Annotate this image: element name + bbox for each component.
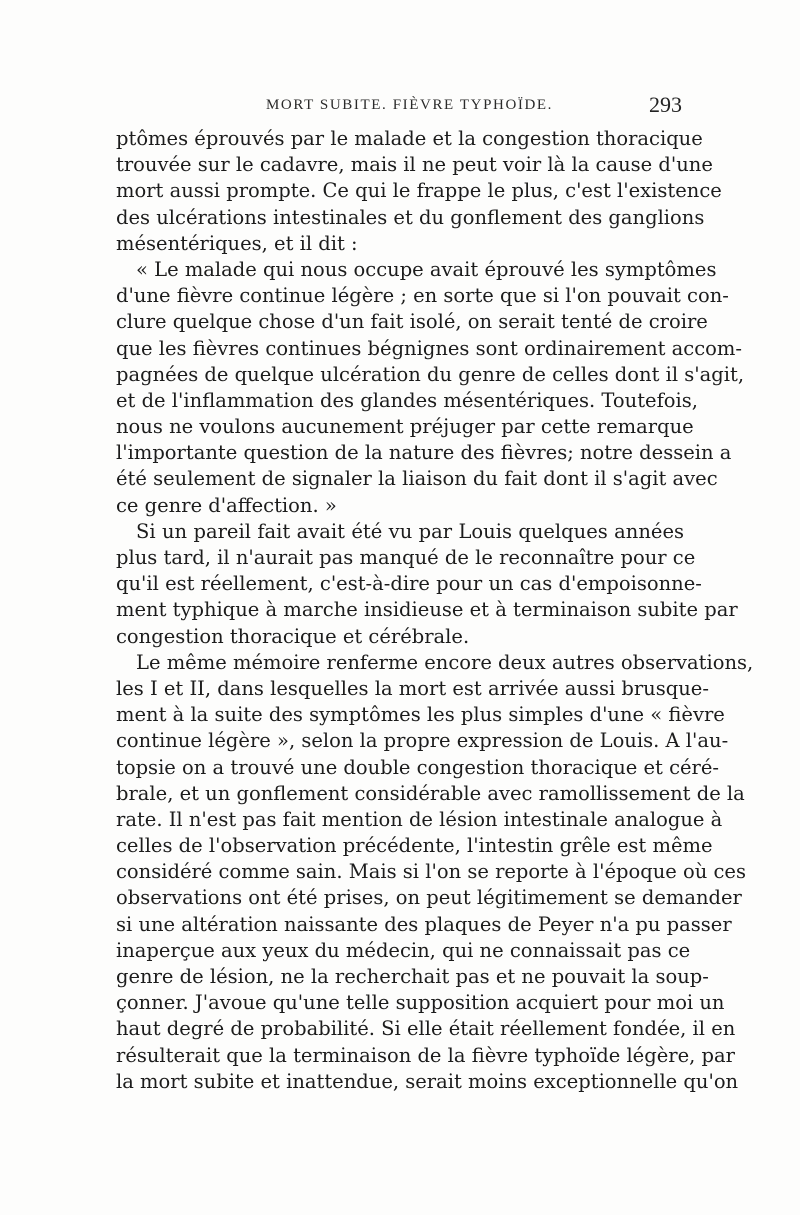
text-line: brale, et un gonflement considérable avec ramollissement de la <box>116 781 745 805</box>
text-line: clure quelque chose d'un fait isolé, on serait tenté de croire <box>116 310 708 334</box>
text-line: été seulement de signaler la liaison du fait dont il s'agit avec <box>116 467 718 491</box>
text-line: observations ont été prises, on peut légitimement se demander <box>116 886 742 910</box>
text-line: et de l'inflammation des glandes mésentériques. Toutefois, <box>116 388 698 412</box>
text-line: genre de lésion, ne la recherchait pas et ne pouvait la soup- <box>116 965 709 988</box>
text-line: çonner. J'avoue qu'une telle supposition acquiert pour moi un <box>116 991 725 1015</box>
text-line: inaperçue aux yeux du médecin, qui ne connaissait pas ce <box>116 938 691 962</box>
text-line: topsie on a trouvé une double congestion thoracique et céré- <box>116 755 719 779</box>
text-line: si une altération naissante des plaques de Peyer n'a pu passer <box>116 912 732 936</box>
text-line: congestion thoracique et cérébrale. <box>116 624 470 648</box>
text-line: Le même mémoire renferme encore deux autres observations, <box>136 650 754 674</box>
text-line: les I et II, dans lesquelles la mort est arrivée aussi brusque- <box>116 676 709 700</box>
text-line: des ulcérations intestinales et du gonflement des ganglions <box>116 205 705 229</box>
text-line: nous ne voulons aucunement préjuger par cette remarque <box>116 415 694 439</box>
text-line: « Le malade qui nous occupe avait éprouvé les symptômes <box>136 257 717 281</box>
text-line: pagnées de quelque ulcération du genre de celles dont il s'agit, <box>116 362 745 386</box>
text-line: plus tard, il n'aurait pas manqué de le reconnaître pour ce <box>116 546 696 569</box>
text-line: qu'il est réellement, c'est-à-dire pour un cas d'empoisonne- <box>116 572 702 596</box>
text-line: la mort subite et inattendue, serait moins exceptionnelle qu'on <box>116 1069 739 1093</box>
text-line: mort aussi prompte. Ce qui le frappe le plus, c'est l'existence <box>116 179 722 203</box>
text-line: ce genre d'affection. » <box>116 493 337 517</box>
text-line: que les fièvres continues bégnignes sont ordinairement accom- <box>116 336 742 360</box>
text-line: ptômes éprouvés par le malade et la congestion thoracique <box>116 127 703 150</box>
text-line: continue légère », selon la propre expression de Louis. A l'au- <box>116 729 729 753</box>
text-line: rate. Il n'est pas fait mention de lésion intestinale analogue à <box>116 807 723 831</box>
body-text <box>116 126 754 1095</box>
text-line: mésentériques, et il dit : <box>116 231 358 255</box>
text-line: considéré comme sain. Mais si l'on se reporte à l'époque où ces <box>116 860 746 884</box>
text-line: résulterait que la terminaison de la fièvre typhoïde légère, par <box>116 1043 735 1067</box>
running-title: MORT SUBITE. FIÈVRE TYPHOÏDE. <box>266 97 554 113</box>
text-line: d'une fièvre continue légère ; en sorte que si l'on pouvait con- <box>116 284 729 308</box>
text-line: ment typhique à marche insidieuse et à terminaison subite par <box>116 598 738 622</box>
text-line: ment à la suite des symptômes les plus simples d'une « fièvre <box>116 703 725 727</box>
text-line: Si un pareil fait avait été vu par Louis quelques années <box>136 519 684 543</box>
text-line: haut degré de probabilité. Si elle était réellement fondée, il en <box>116 1017 736 1041</box>
page-number: 293 <box>649 92 682 117</box>
running-head <box>116 92 684 121</box>
text-line: trouvée sur le cadavre, mais il ne peut voir là la cause d'une <box>116 153 713 177</box>
text-line: l'importante question de la nature des fièvres; notre dessein a <box>116 441 732 465</box>
text-line: celles de l'observation précédente, l'intestin grêle est même <box>116 834 713 858</box>
